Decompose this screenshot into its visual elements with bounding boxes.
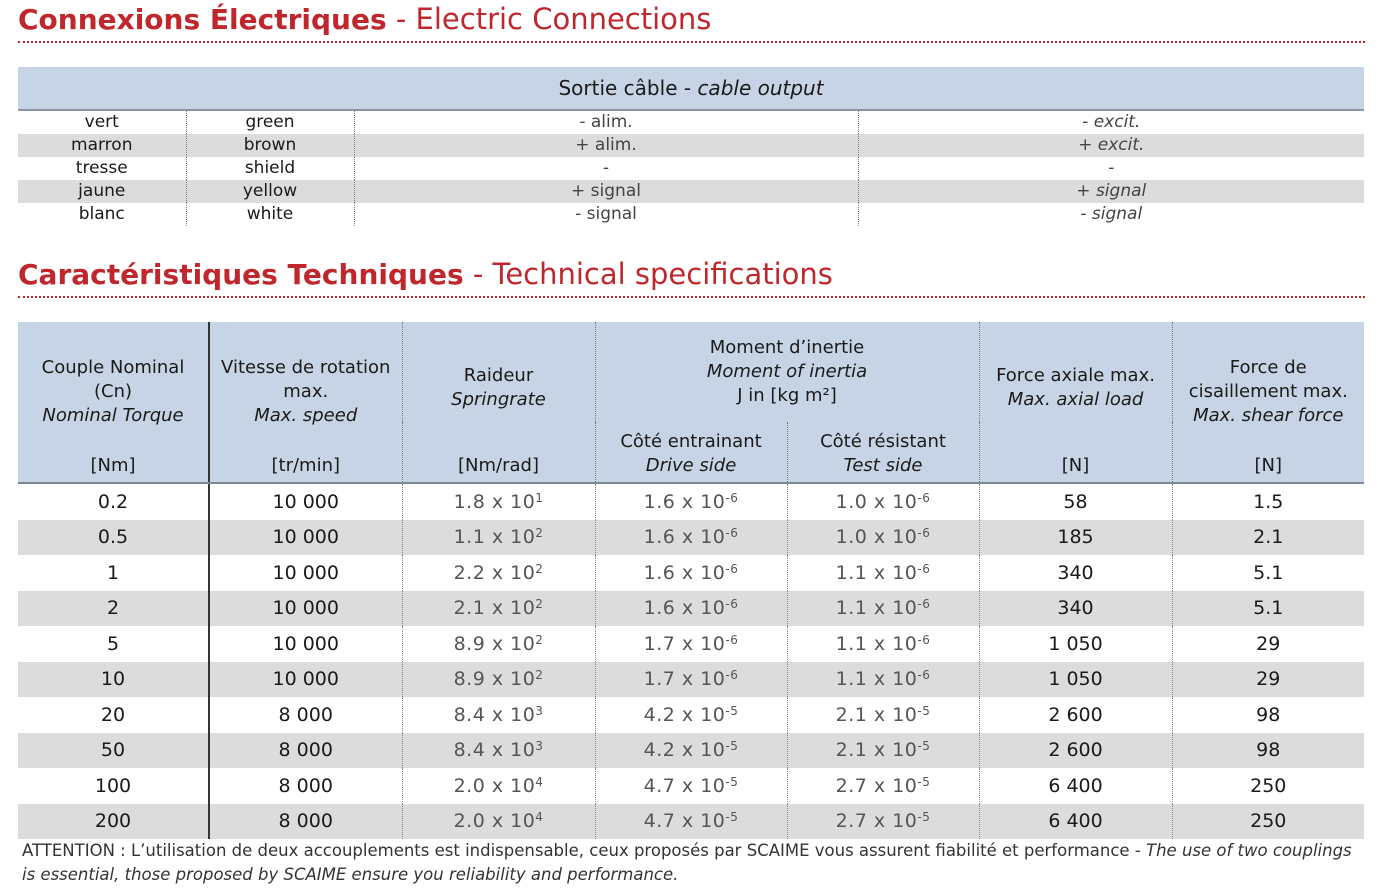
cell-inertia-drive — [595, 804, 787, 840]
cell-shear-force: 5.1 — [1172, 591, 1364, 627]
cell-inertia-test-times: x 10 — [867, 810, 918, 833]
header-drive-side — [595, 422, 787, 483]
cell-inertia-drive — [595, 483, 787, 520]
cell-springrate-mantissa: 8.4 — [453, 739, 486, 762]
cell-springrate-mantissa: 8.9 — [453, 632, 486, 655]
cell-axial-load: 2 600 — [979, 733, 1172, 769]
header-axial-unit: [N] — [1061, 455, 1090, 476]
header-inertia-l3: J in [kg m²] — [737, 385, 837, 406]
cell-inertia-test-times: x 10 — [867, 774, 918, 797]
cell-inertia-test-mantissa: 1.1 — [835, 597, 868, 620]
cell-max-speed: 8 000 — [209, 768, 402, 804]
specs-header-row-1 — [18, 322, 1364, 422]
cell-inertia-test — [787, 626, 979, 662]
output-signal-a: + alim. — [354, 134, 858, 157]
cell-inertia-drive-exponent: -6 — [725, 597, 739, 612]
connection-row — [18, 157, 1364, 180]
attention-note — [22, 839, 1367, 887]
cell-springrate-exponent: 2 — [535, 632, 544, 647]
spec-row — [18, 483, 1364, 520]
cell-inertia-test — [787, 662, 979, 698]
wire-color-fr: marron — [18, 134, 186, 157]
cell-nominal-torque: 0.2 — [18, 483, 209, 520]
cell-inertia-test-times: x 10 — [867, 739, 918, 762]
cell-nominal-torque: 0.5 — [18, 520, 209, 556]
cell-inertia-test — [787, 697, 979, 733]
cell-springrate — [402, 697, 595, 733]
cell-nominal-torque: 10 — [18, 662, 209, 698]
specs-table — [18, 322, 1364, 839]
cell-inertia-drive-times: x 10 — [675, 597, 726, 620]
cell-max-speed: 10 000 — [209, 626, 402, 662]
specs-divider — [18, 296, 1365, 298]
cell-inertia-test-times: x 10 — [867, 703, 918, 726]
cell-max-speed: 8 000 — [209, 733, 402, 769]
cell-inertia-test-mantissa: 1.0 — [835, 526, 868, 549]
cell-inertia-drive — [595, 697, 787, 733]
cell-inertia-drive-mantissa: 1.6 — [643, 490, 676, 513]
cell-inertia-drive-exponent: -5 — [725, 739, 739, 754]
cell-inertia-drive — [595, 768, 787, 804]
cell-springrate-exponent: 2 — [535, 526, 544, 541]
wire-color-fr: jaune — [18, 180, 186, 203]
cell-inertia-drive — [595, 555, 787, 591]
cell-springrate-times: x 10 — [485, 597, 536, 620]
connection-row — [18, 134, 1364, 157]
header-shear-l2: cisaillement max. — [1188, 381, 1348, 402]
cell-springrate-mantissa: 2.0 — [453, 810, 486, 833]
header-torque-l3: Nominal Torque — [42, 405, 184, 426]
cell-max-speed: 8 000 — [209, 697, 402, 733]
spec-row — [18, 733, 1364, 769]
header-shear-l1: Force de — [1229, 357, 1307, 378]
cell-inertia-drive-times: x 10 — [675, 490, 726, 513]
header-stiffness-l1: Raideur — [463, 365, 534, 386]
cell-inertia-test-mantissa: 1.1 — [835, 561, 868, 584]
header-test-l1: Côté résistant — [820, 431, 946, 452]
cell-shear-force: 250 — [1172, 768, 1364, 804]
cell-inertia-drive-mantissa: 1.7 — [643, 668, 676, 691]
wire-color-en: yellow — [186, 180, 354, 203]
wire-color-en: shield — [186, 157, 354, 180]
cable-output-sep: - — [677, 76, 698, 100]
cell-springrate — [402, 626, 595, 662]
cell-inertia-test-exponent: -6 — [917, 668, 931, 683]
cell-inertia-test-exponent: -5 — [917, 739, 931, 754]
cell-inertia-test-exponent: -6 — [917, 632, 931, 647]
cell-springrate-exponent: 2 — [535, 597, 544, 612]
cell-inertia-test-times: x 10 — [867, 597, 918, 620]
cell-axial-load: 340 — [979, 591, 1172, 627]
cell-inertia-drive-mantissa: 4.2 — [643, 739, 676, 762]
cell-max-speed: 10 000 — [209, 591, 402, 627]
cell-inertia-drive-mantissa: 1.6 — [643, 561, 676, 584]
cell-inertia-drive-exponent: -6 — [725, 490, 739, 505]
header-inertia-l1: Moment d’inertie — [709, 337, 865, 358]
cell-inertia-drive-mantissa: 4.7 — [643, 810, 676, 833]
cell-springrate-mantissa: 2.0 — [453, 774, 486, 797]
specs-title-en: Technical specifications — [492, 257, 833, 291]
header-speed-unit: [tr/min] — [271, 455, 340, 476]
output-signal-a: - signal — [354, 203, 858, 226]
cell-nominal-torque: 2 — [18, 591, 209, 627]
wire-color-fr: vert — [84, 112, 119, 132]
header-stiffness-unit: [Nm/rad] — [458, 455, 539, 476]
header-drive-l1: Côté entrainant — [620, 431, 762, 452]
cell-springrate — [402, 483, 595, 520]
cell-nominal-torque: 1 — [18, 555, 209, 591]
cell-springrate-mantissa: 1.1 — [453, 526, 486, 549]
cell-inertia-test — [787, 733, 979, 769]
cell-springrate-times: x 10 — [485, 703, 536, 726]
cell-nominal-torque: 5 — [18, 626, 209, 662]
cell-inertia-drive-mantissa: 1.7 — [643, 632, 676, 655]
spec-row — [18, 662, 1364, 698]
cell-inertia-drive-times: x 10 — [675, 632, 726, 655]
attention-note-fr: ATTENTION : L’utilisation de deux accouplements est indispensable, ceux proposés par SCAIME vous assurent fiabilité et performance - — [22, 841, 1147, 860]
cell-springrate-mantissa: 2.2 — [453, 561, 486, 584]
cell-inertia-drive-times: x 10 — [675, 668, 726, 691]
cell-inertia-drive-exponent: -5 — [725, 774, 739, 789]
cell-inertia-test-times: x 10 — [867, 561, 918, 584]
cell-shear-force: 250 — [1172, 804, 1364, 840]
specs-title — [18, 257, 833, 291]
cell-springrate-mantissa: 1.8 — [453, 490, 486, 513]
spec-row — [18, 591, 1364, 627]
cell-inertia-drive-times: x 10 — [675, 774, 726, 797]
header-torque-l1: Couple Nominal — [41, 357, 185, 378]
cell-axial-load: 1 050 — [979, 662, 1172, 698]
wire-color-en: white — [186, 203, 354, 226]
cell-springrate — [402, 768, 595, 804]
cell-inertia-test-mantissa: 2.7 — [835, 810, 868, 833]
cell-inertia-test-times: x 10 — [867, 668, 918, 691]
cell-springrate-times: x 10 — [485, 774, 536, 797]
cell-inertia-test-exponent: -6 — [917, 490, 931, 505]
cell-inertia-test-exponent: -5 — [917, 703, 931, 718]
cell-inertia-test — [787, 520, 979, 556]
cell-axial-load: 6 400 — [979, 804, 1172, 840]
wire-color-en: brown — [186, 134, 354, 157]
cell-inertia-drive-mantissa: 4.2 — [643, 703, 676, 726]
cell-max-speed: 8 000 — [209, 804, 402, 840]
cell-springrate-times: x 10 — [485, 810, 536, 833]
cell-inertia-test — [787, 804, 979, 840]
attention-note-en: The use of two couplings is essential, those proposed by SCAIME ensure you reliability and performance. — [22, 841, 1352, 884]
cell-inertia-drive-exponent: -5 — [725, 703, 739, 718]
output-signal-b: - excit. — [858, 110, 1364, 134]
cell-inertia-test-mantissa: 1.1 — [835, 632, 868, 655]
cell-shear-force: 29 — [1172, 626, 1364, 662]
specs-body — [18, 483, 1364, 839]
header-test-l2: Test side — [843, 455, 923, 476]
cell-inertia-drive-exponent: -6 — [725, 632, 739, 647]
cell-axial-load: 58 — [979, 483, 1172, 520]
cell-inertia-drive — [595, 626, 787, 662]
cell-inertia-test-times: x 10 — [867, 632, 918, 655]
connections-body — [18, 110, 1364, 226]
cell-inertia-drive-mantissa: 1.6 — [643, 597, 676, 620]
cell-inertia-test-exponent: -5 — [917, 810, 931, 825]
cable-output-header — [18, 67, 1364, 110]
header-inertia-l2: Moment of inertia — [706, 361, 868, 382]
cell-max-speed: 10 000 — [209, 520, 402, 556]
connections-header-row — [18, 67, 1364, 110]
header-torque — [18, 322, 209, 483]
cell-springrate-mantissa: 8.9 — [453, 668, 486, 691]
cell-nominal-torque: 20 — [18, 697, 209, 733]
cell-nominal-torque: 100 — [18, 768, 209, 804]
cell-inertia-test — [787, 555, 979, 591]
connections-title-fr: Connexions Électriques — [18, 3, 387, 36]
cell-inertia-test-exponent: -6 — [917, 526, 931, 541]
cell-shear-force: 98 — [1172, 697, 1364, 733]
connection-row — [18, 180, 1364, 203]
cell-inertia-test — [787, 591, 979, 627]
cell-springrate — [402, 591, 595, 627]
cell-inertia-drive-times: x 10 — [675, 526, 726, 549]
cell-springrate — [402, 733, 595, 769]
cell-springrate-exponent: 3 — [535, 703, 544, 718]
header-axial — [979, 322, 1172, 483]
connections-title — [18, 2, 711, 36]
cell-springrate-exponent: 1 — [535, 490, 544, 505]
header-drive-l2: Drive side — [645, 455, 737, 476]
cell-max-speed: 10 000 — [209, 555, 402, 591]
cell-inertia-test-exponent: -6 — [917, 597, 931, 612]
cell-inertia-test-mantissa: 1.1 — [835, 668, 868, 691]
cell-inertia-drive — [595, 662, 787, 698]
header-stiffness — [402, 322, 595, 483]
cell-springrate — [402, 555, 595, 591]
cell-springrate-exponent: 2 — [535, 561, 544, 576]
cell-inertia-test-mantissa: 2.1 — [835, 703, 868, 726]
output-signal-b: + excit. — [858, 134, 1364, 157]
spec-row — [18, 520, 1364, 556]
cell-springrate-times: x 10 — [485, 739, 536, 762]
cell-inertia-test-mantissa: 2.1 — [835, 739, 868, 762]
connections-title-en: Electric Connections — [415, 2, 712, 36]
cell-inertia-test — [787, 768, 979, 804]
cell-springrate-times: x 10 — [485, 668, 536, 691]
spec-row — [18, 768, 1364, 804]
cell-axial-load: 6 400 — [979, 768, 1172, 804]
header-axial-l2: Max. axial load — [1007, 389, 1144, 410]
cell-inertia-test-exponent: -6 — [917, 561, 931, 576]
connections-divider — [18, 41, 1365, 43]
cell-inertia-drive — [595, 520, 787, 556]
header-inertia — [595, 322, 979, 422]
cell-inertia-test-times: x 10 — [867, 526, 918, 549]
cell-springrate-exponent: 4 — [535, 810, 544, 825]
cell-shear-force: 98 — [1172, 733, 1364, 769]
cell-springrate — [402, 804, 595, 840]
cell-inertia-drive-times: x 10 — [675, 703, 726, 726]
cell-inertia-drive — [595, 591, 787, 627]
connection-row — [18, 110, 1364, 134]
cell-inertia-drive-exponent: -6 — [725, 668, 739, 683]
output-signal-b: - — [858, 157, 1364, 180]
cell-springrate-mantissa: 2.1 — [453, 597, 486, 620]
header-speed — [209, 322, 402, 483]
cell-shear-force: 2.1 — [1172, 520, 1364, 556]
cell-springrate-times: x 10 — [485, 632, 536, 655]
spec-row — [18, 804, 1364, 840]
cell-inertia-drive-exponent: -6 — [725, 561, 739, 576]
connection-row — [18, 203, 1364, 226]
cell-springrate-exponent: 2 — [535, 668, 544, 683]
wire-color-fr: tresse — [75, 158, 128, 178]
header-shear-unit: [N] — [1254, 455, 1283, 476]
cell-springrate-exponent: 3 — [535, 739, 544, 754]
header-speed-l2: max. — [283, 381, 329, 402]
cell-inertia-drive-mantissa: 4.7 — [643, 774, 676, 797]
cell-inertia-drive-times: x 10 — [675, 810, 726, 833]
cell-axial-load: 340 — [979, 555, 1172, 591]
cell-axial-load: 185 — [979, 520, 1172, 556]
cell-springrate-times: x 10 — [485, 490, 536, 513]
cell-springrate-times: x 10 — [485, 526, 536, 549]
cell-inertia-test — [787, 483, 979, 520]
cell-inertia-drive — [595, 733, 787, 769]
cell-inertia-drive-times: x 10 — [675, 739, 726, 762]
connections-table — [18, 67, 1364, 226]
cell-nominal-torque: 200 — [18, 804, 209, 840]
cell-springrate-exponent: 4 — [535, 774, 544, 789]
cell-inertia-test-times: x 10 — [867, 490, 918, 513]
header-shear-l3: Max. shear force — [1193, 405, 1344, 426]
cell-inertia-drive-exponent: -5 — [725, 810, 739, 825]
spec-row — [18, 555, 1364, 591]
cell-inertia-drive-mantissa: 1.6 — [643, 526, 676, 549]
output-signal-b: - signal — [858, 203, 1364, 226]
header-test-side — [787, 422, 979, 483]
output-signal-b: + signal — [858, 180, 1364, 203]
output-signal-a: - — [354, 157, 858, 180]
cell-inertia-drive-times: x 10 — [675, 561, 726, 584]
header-torque-l2: (Cn) — [93, 381, 133, 402]
wire-color-fr: blanc — [78, 204, 125, 224]
cell-springrate — [402, 662, 595, 698]
specs-title-sep: - — [463, 257, 493, 291]
cable-output-en: cable output — [697, 76, 824, 100]
header-speed-l3: Max. speed — [254, 405, 358, 426]
cable-output-fr: Sortie câble — [558, 76, 678, 100]
cell-axial-load: 1 050 — [979, 626, 1172, 662]
cell-springrate-mantissa: 8.4 — [453, 703, 486, 726]
spec-row — [18, 626, 1364, 662]
header-torque-unit: [Nm] — [90, 455, 136, 476]
cell-max-speed: 10 000 — [209, 662, 402, 698]
header-shear — [1172, 322, 1364, 483]
cell-inertia-test-mantissa: 1.0 — [835, 490, 868, 513]
header-stiffness-l2: Springrate — [451, 389, 546, 410]
cell-max-speed: 10 000 — [209, 483, 402, 520]
cell-inertia-test-exponent: -5 — [917, 774, 931, 789]
cell-inertia-drive-exponent: -6 — [725, 526, 739, 541]
output-signal-a: - alim. — [354, 110, 858, 134]
cell-axial-load: 2 600 — [979, 697, 1172, 733]
connections-title-sep: - — [386, 2, 416, 36]
cell-nominal-torque: 50 — [18, 733, 209, 769]
output-signal-a: + signal — [354, 180, 858, 203]
spec-row — [18, 697, 1364, 733]
cell-inertia-test-mantissa: 2.7 — [835, 774, 868, 797]
header-speed-l1: Vitesse de rotation — [221, 357, 391, 378]
cell-springrate — [402, 520, 595, 556]
cell-shear-force: 5.1 — [1172, 555, 1364, 591]
cell-shear-force: 29 — [1172, 662, 1364, 698]
cell-springrate-times: x 10 — [485, 561, 536, 584]
wire-color-en: green — [186, 110, 354, 134]
cell-shear-force: 1.5 — [1172, 483, 1364, 520]
header-axial-l1: Force axiale max. — [996, 365, 1155, 386]
specs-title-fr: Caractéristiques Techniques — [18, 258, 464, 291]
